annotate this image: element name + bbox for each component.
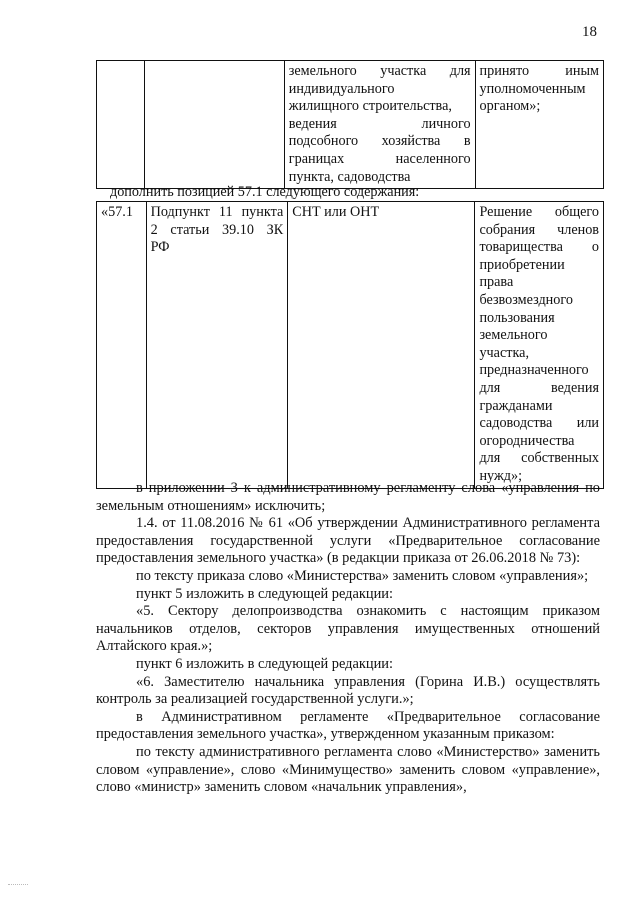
cell-line: товарищества о	[479, 239, 599, 256]
table-cell-basis	[146, 202, 288, 489]
paragraph: «5. Сектору делопроизводства ознакомить с настоящим приказом начальников отделов, секторов управления имущественных отношений Алтайского края.»;	[96, 603, 600, 655]
cell-line: органом»;	[479, 98, 541, 115]
cell-line: земельного участка для	[288, 63, 471, 79]
table-row	[97, 61, 604, 189]
cell-line: уполномоченным	[479, 80, 586, 97]
cell-line: индивидуального	[288, 80, 395, 97]
table-cell-basis	[145, 61, 284, 189]
cell-line: садоводства или	[479, 415, 599, 432]
cell-line: огородничества	[479, 432, 575, 449]
paragraph: пункт 6 изложить в следующей редакции:	[136, 655, 393, 672]
paragraph: в Административном регламенте «Предварительное согласование предоставления земельного участка», утвержденном указанным приказом:	[96, 708, 600, 743]
cell-line: пользования	[479, 309, 555, 326]
cell-line: принято иным	[479, 63, 599, 79]
table-row	[97, 202, 604, 489]
scan-edge-mark	[8, 884, 28, 886]
cell-line: права	[479, 274, 514, 291]
cell-line: жилищного строительства,	[288, 98, 452, 115]
paragraph: 1.4. от 11.08.2016 № 61 «Об утверждении Административного регламента предоставления государственной услуги «Предварительное согласование предоставления земельного участка» (в редакции приказа от 26.06.2018 № 73):	[96, 515, 600, 567]
cell-line: ведения личного	[288, 115, 471, 132]
paragraph: в приложении 3 к административному регламенту слова «управления по земельным отношениям» исключить;	[96, 480, 600, 514]
page-number: 18	[582, 24, 597, 40]
table-new-position	[96, 201, 604, 489]
cell-line: безвозмездного	[479, 291, 573, 308]
paragraph: по тексту приказа слово «Министерства» заменить словом «управления»;	[136, 567, 589, 584]
cell-line: Подпункт 11 пункта	[150, 204, 284, 220]
cell-line: гражданами	[479, 397, 553, 414]
paragraph: пункт 5 изложить в следующей редакции:	[136, 585, 393, 602]
cell-line: участка,	[479, 344, 529, 361]
cell-line: Решение общего	[479, 204, 599, 220]
cell-line: приобретении	[479, 256, 565, 273]
cell-line: собрания членов	[479, 221, 599, 238]
cell-line: РФ	[150, 239, 170, 256]
paragraph: по тексту административного регламента слово «Министерство» заменить словом «управление», слово «Минимущество» заменить словом «управление», слово «министр» заменить словом «начальник управления»,	[96, 743, 600, 796]
separator-text: дополнить позицией 57.1 следующего содержания:	[110, 184, 420, 200]
cell-line: нужд»;	[479, 467, 523, 484]
table-continuation	[96, 60, 604, 189]
cell-line: границах населенного	[288, 150, 471, 167]
cell-line: для собственных	[479, 450, 599, 467]
table-cell-applicant	[284, 61, 475, 189]
table-cell-applicant: СНТ или ОНТ	[288, 202, 475, 489]
table-cell-document	[475, 202, 604, 489]
cell-line: пункта, садоводства	[288, 168, 411, 185]
table-cell-number	[97, 61, 145, 189]
cell-line: 2 статьи 39.10 ЗК	[150, 221, 284, 238]
cell-line: подсобного хозяйства в	[288, 133, 471, 150]
document-body	[96, 480, 600, 797]
cell-line: земельного	[479, 327, 548, 344]
paragraph: «6. Заместителю начальника управления (Горина И.В.) осуществлять контроль за реализацией государственной услуги.»;	[96, 673, 600, 708]
cell-line: предназначенного	[479, 362, 589, 379]
table-cell-number: «57.1	[97, 202, 147, 489]
cell-line: для ведения	[479, 379, 599, 396]
table-cell-document	[475, 61, 603, 189]
